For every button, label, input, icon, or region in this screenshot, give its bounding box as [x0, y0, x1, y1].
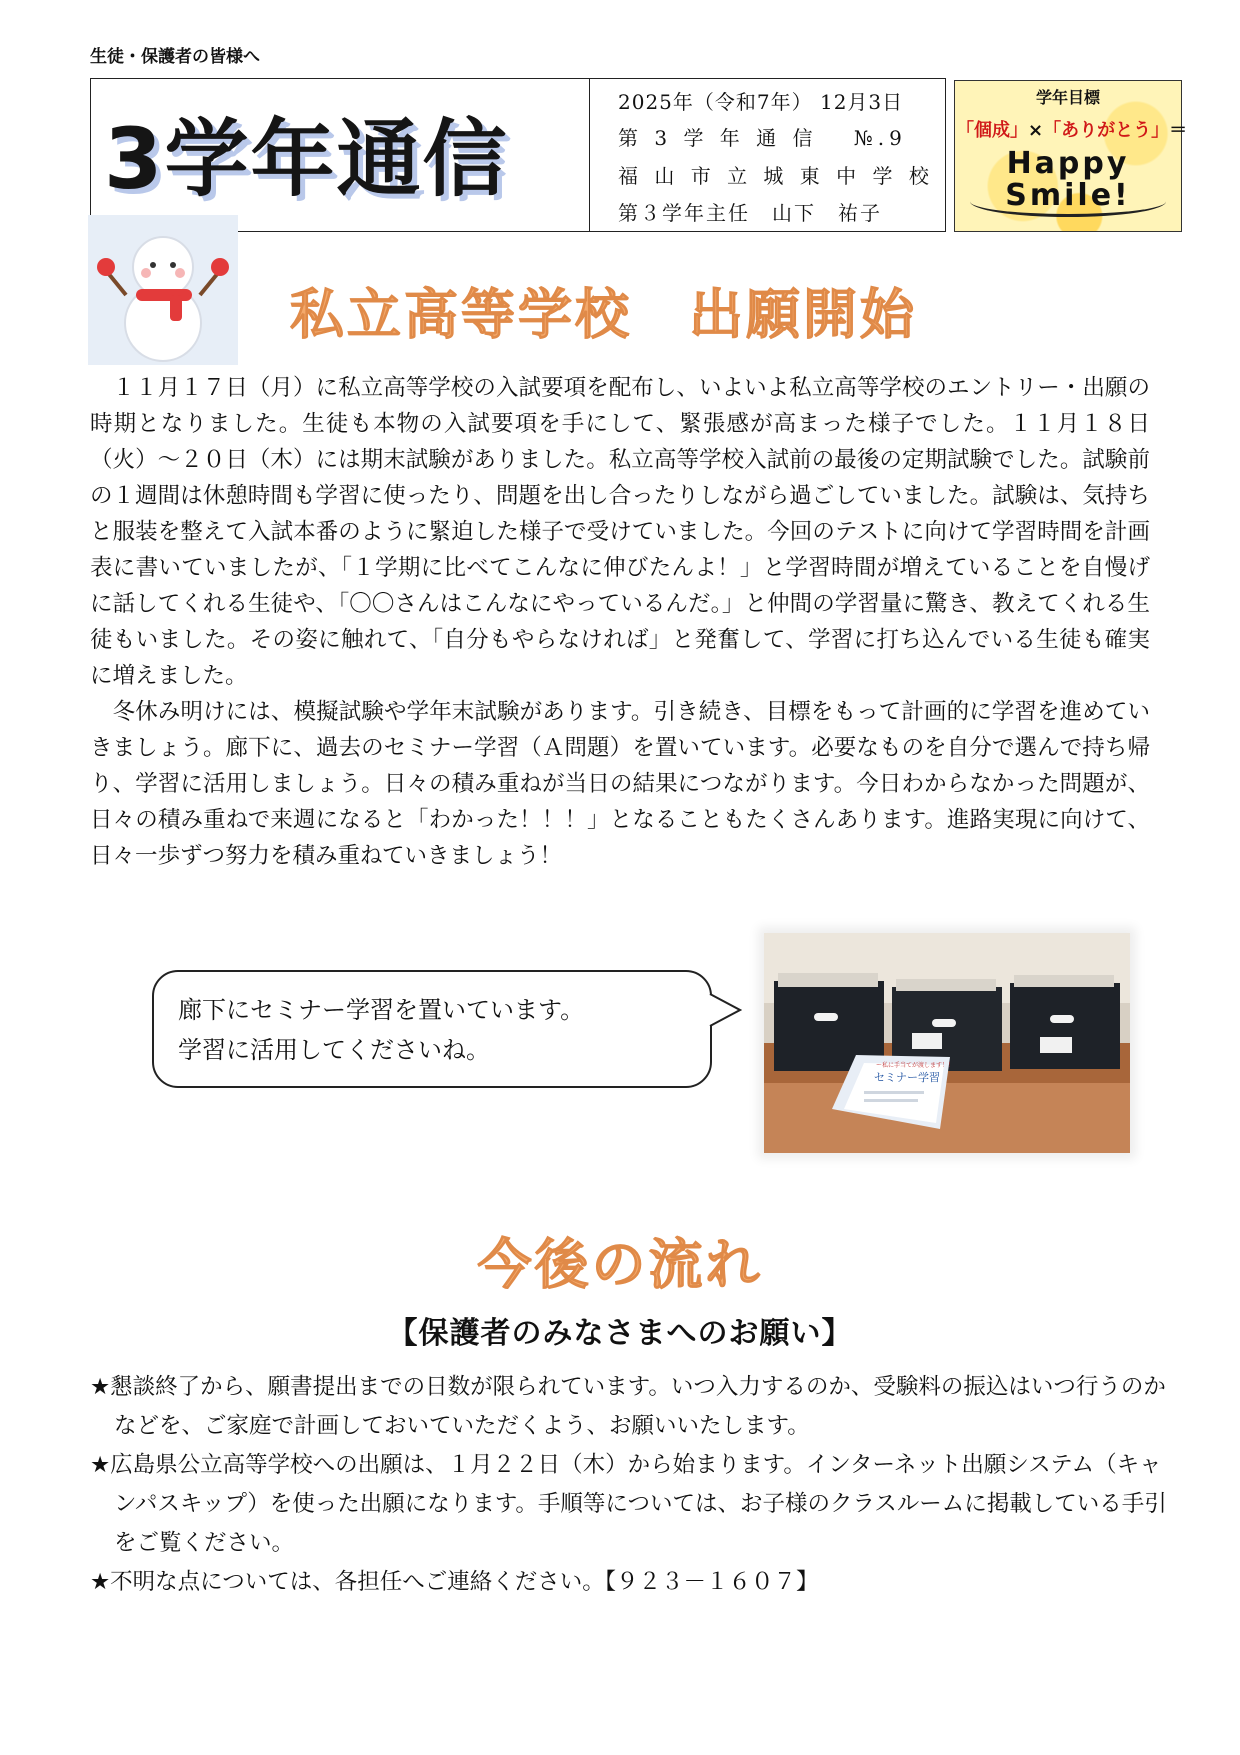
- guardian-notes-list: [90, 1368, 1170, 1602]
- goal-times: ×: [1028, 120, 1044, 141]
- goal-part-1: 「個成」: [956, 120, 1028, 141]
- section-title-future-flow: 今後の流れ: [477, 1233, 763, 1296]
- author-name: 第３学年主任 山下 祐子: [618, 201, 882, 225]
- main-paragraph-2: 冬休み明けには、模擬試験や学年末試験があります。引き続き、目標をもって計画的に学習を進めていきましょう。廊下に、過去のセミナー学習（Ａ問題）を置いています。必要なものを自分で選んで持ち帰り、学習に活用しましょう。日々の積み重ねが当日の結果につながります。今日わからなかった問題が、日々の積み重ねで来週になると「わかった！！！」となることもたくさんあります。進路実現に向けて、日々一歩ずつ努力を積み重ねていきましょう！: [90, 699, 1150, 869]
- snowman-icon: [88, 215, 238, 365]
- issue-number: 第 3 学 年 通 信 №.9: [618, 126, 907, 150]
- section-title-private-school: 私立高等学校 出願開始: [290, 283, 917, 346]
- recipient-line: 生徒・保護者の皆様へ: [90, 47, 260, 67]
- note-item-contact: ★不明な点については、各担任へご連絡ください。【９２３－１６０７】: [90, 1569, 819, 1595]
- newsletter-title: 3学年通信: [104, 110, 509, 208]
- speech-bubble-tail: [708, 988, 742, 1032]
- photo-paper-title: セミナー学習: [874, 1071, 940, 1084]
- note-item-deadline: ★懇談終了から、願書提出までの日数が限られています。いつ入力するのか、受験料の振込はいつ行うのかなどを、ご家庭で計画しておいていただくよう、お願いいたします。: [90, 1374, 1166, 1439]
- goal-happy-text: Happy: [1006, 146, 1130, 181]
- goal-equals: ＝: [1169, 120, 1188, 141]
- hallway-photo-image: [764, 933, 1130, 1153]
- issue-date: 2025年（令和7年） 12月3日: [618, 90, 904, 114]
- speech-bubble-text: 廊下にセミナー学習を置いています。 学習に活用してくださいね。: [178, 996, 585, 1064]
- photo-paper-header: ー私に手当てが渡します！！: [876, 1062, 955, 1069]
- goal-part-2: 「ありがとう」: [1043, 120, 1170, 141]
- note-item-public-school-application: ★広島県公立高等学校への出願は、１月２２日（木）から始まります。インターネット出願システム（キャンパスキップ）を使った出願になります。手順等については、お子様のクラスルームに掲載している手引をご覧ください。: [90, 1452, 1167, 1556]
- smile-arc-icon: [970, 186, 1166, 217]
- school-name: 福 山 市 立 城 東 中 学 校: [618, 164, 934, 188]
- main-paragraph-1: １１月１７日（月）に私立高等学校の入試要項を配布し、いよいよ私立高等学校のエントリー・出願の時期となりました。生徒も本物の入試要項を手にして、緊張感が高まった様子でした。１１月１８日（火）～２０日（木）には期末試験がありました。私立高等学校入試前の最後の定期試験でした。試験前の１週間は休憩時間も学習に使ったり、問題を出し合ったりしながら過ごしていました。試験は、気持ちと服装を整えて入試本番のように緊迫した様子で受けていました。今回のテストに向けて学習時間を計画表に書いていましたが、「１学期に比べてこんなに伸びたんよ！」と学習時間が増えていることを自慢げに話してくれる生徒や、「〇〇さんはこんなにやっているんだ。」と仲間の学習量に驚き、教えてくれる生徒もいました。その姿に触れて、「自分もやらなければ」と発奮して、学習に打ち込んでいる生徒も確実に増えました。: [90, 375, 1150, 689]
- grade-goal-heading: 学年目標: [1035, 88, 1100, 107]
- guardian-request-heading: 【保護者のみなさまへのお願い】: [387, 1316, 853, 1351]
- grade-goal-slogan: [956, 116, 1188, 142]
- goal-smile-text: Smile!: [1005, 178, 1131, 213]
- hallway-photo: [764, 933, 1130, 1153]
